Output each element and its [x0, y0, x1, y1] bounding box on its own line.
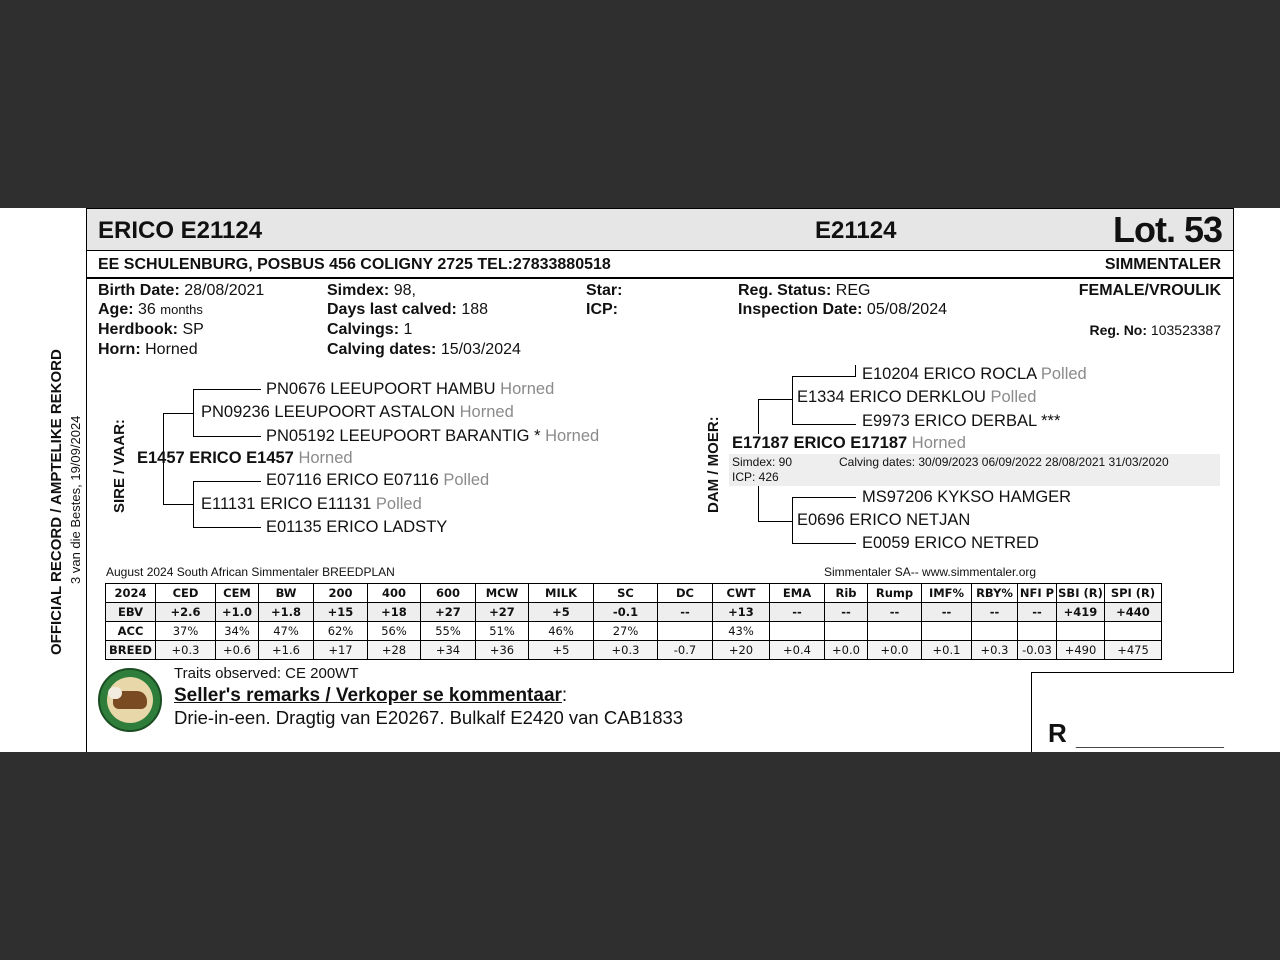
breed-label: SIMMENTALER: [1104, 256, 1221, 273]
breedplan-cell: +5: [529, 603, 594, 622]
breedplan-cell: [825, 622, 868, 641]
sale-date-label: 3 van die Bestes, 19/09/2024: [68, 415, 83, 584]
breedplan-cell: --: [825, 603, 868, 622]
horn-status: Horn: Horned: [98, 341, 198, 358]
breedplan-cell: +490: [1057, 641, 1105, 660]
breedplan-row-ebv: [106, 603, 1162, 622]
breedplan-cell: +1.6: [259, 641, 314, 660]
breedplan-cell: --: [1018, 603, 1057, 622]
breedplan-cell: [868, 622, 922, 641]
dam-sire-sire: E10204 ERICO ROCLA Polled: [862, 365, 1087, 383]
traits-observed: Traits observed: CE 200WT: [174, 665, 359, 682]
birth-date: Birth Date: 28/08/2021: [98, 282, 265, 299]
breedplan-cell: +5: [529, 641, 594, 660]
animal-name: ERICO E21124: [98, 217, 263, 244]
breedplan-table: [105, 583, 1162, 660]
breedplan-header-cell: 2024: [106, 584, 156, 603]
breedplan-cell: +0.6: [216, 641, 259, 660]
dam-dam-dam: E0059 ERICO NETRED: [862, 534, 1039, 552]
price-line[interactable]: ___________________: [1076, 732, 1224, 748]
icp-label: ICP:: [586, 301, 618, 318]
dam-simdex: Simdex: 90: [732, 455, 793, 469]
breedplan-cell: +0.3: [594, 641, 658, 660]
breedplan-header-cell: CED: [156, 584, 216, 603]
breedplan-cell: 37%: [156, 622, 216, 641]
breedplan-cell: --: [868, 603, 922, 622]
dam-sire-dam: E9973 ERICO DERBAL ***: [862, 412, 1061, 430]
dam-calving-dates: Calving dates: 30/09/2023 06/09/2022 28/08/2021 31/03/2020: [839, 455, 1169, 469]
official-record-label: OFFICIAL RECORD / AMPTELIKE REKORD: [48, 349, 65, 655]
breedplan-header-row: [106, 584, 1162, 603]
sire-dam-sire: E07116 ERICO E07116 Polled: [266, 471, 490, 489]
breedplan-cell: [1057, 622, 1105, 641]
breedplan-cell: 55%: [421, 622, 476, 641]
sire-sire-sire: PN0676 LEEUPOORT HAMBU Horned: [266, 380, 555, 398]
breedplan-cell: +1.8: [259, 603, 314, 622]
breedplan-cell: --: [770, 603, 825, 622]
breedplan-header-cell: CEM: [216, 584, 259, 603]
days-last-calved: Days last calved: 188: [327, 301, 489, 318]
breedplan-cell: [922, 622, 972, 641]
breedplan-row-label: EBV: [106, 603, 156, 622]
sex-label: FEMALE/VROULIK: [1078, 282, 1221, 299]
breedplan-cell: +28: [368, 641, 421, 660]
breedplan-cell: +17: [314, 641, 368, 660]
breedplan-header-cell: SBI (R): [1057, 584, 1105, 603]
breedplan-cell: +0.3: [156, 641, 216, 660]
breedplan-cell: --: [922, 603, 972, 622]
breedplan-cell: [972, 622, 1018, 641]
breedplan-cell: -0.7: [658, 641, 713, 660]
reg-number: Reg. No: 103523387: [1089, 322, 1221, 338]
breedplan-row-label: ACC: [106, 622, 156, 641]
breedplan-cell: +13: [713, 603, 770, 622]
breedplan-cell: --: [658, 603, 713, 622]
breedplan-cell: +27: [421, 603, 476, 622]
breedplan-cell: 47%: [259, 622, 314, 641]
sire-sire-dam: PN05192 LEEUPOORT BARANTIG * Horned: [266, 427, 600, 445]
breedplan-cell: 51%: [476, 622, 529, 641]
breedplan-cell: +36: [476, 641, 529, 660]
calving-dates: Calving dates: 15/03/2024: [327, 341, 521, 358]
sire: E1457 ERICO E1457 Horned: [137, 449, 353, 467]
breedplan-row-breed: [106, 641, 1162, 660]
breedplan-header-cell: 200: [314, 584, 368, 603]
breedplan-header-cell: 400: [368, 584, 421, 603]
breedplan-cell: +475: [1105, 641, 1162, 660]
sire-title: SIRE / VAAR:: [111, 419, 128, 513]
breedplan-cell: +440: [1105, 603, 1162, 622]
animal-id: E21124: [815, 217, 897, 244]
owner-address: EE SCHULENBURG, POSBUS 456 COLIGNY 2725 TEL:27833880518: [98, 256, 611, 273]
dam: E17187 ERICO E17187 Horned: [732, 434, 966, 452]
breedplan-cell: --: [972, 603, 1018, 622]
simdex: Simdex: 98,: [327, 282, 416, 299]
breedplan-cell: [1105, 622, 1162, 641]
breedplan-header-cell: BW: [259, 584, 314, 603]
sire-sire: PN09236 LEEUPOORT ASTALON Horned: [201, 403, 514, 421]
breedplan-header-cell: Rump: [868, 584, 922, 603]
breedplan-cell: [658, 622, 713, 641]
dam-title: DAM / MOER:: [705, 416, 722, 513]
breedplan-header-cell: SC: [594, 584, 658, 603]
breedplan-header-cell: NFI P: [1018, 584, 1057, 603]
breedplan-cell: -0.03: [1018, 641, 1057, 660]
star-label: Star:: [586, 282, 623, 299]
breedplan-header-cell: 600: [421, 584, 476, 603]
breedplan-header-cell: MILK: [529, 584, 594, 603]
simmentaler-seal-logo: [98, 668, 162, 732]
remarks-title: Seller's remarks / Verkoper se kommentaar:: [174, 685, 568, 706]
breedplan-cell: +2.6: [156, 603, 216, 622]
herdbook: Herdbook: SP: [98, 321, 204, 338]
breedplan-cell: +1.0: [216, 603, 259, 622]
reg-status: Reg. Status: REG: [738, 282, 871, 299]
dam-dam-sire: MS97206 KYKSO HAMGER: [862, 488, 1072, 506]
breedplan-cell: [1018, 622, 1057, 641]
dam-dam: E0696 ERICO NETJAN: [797, 511, 971, 529]
breedplan-cell: +34: [421, 641, 476, 660]
inspection-date: Inspection Date: 05/08/2024: [738, 301, 947, 318]
breedplan-cell: -0.1: [594, 603, 658, 622]
age: Age: 36 months: [98, 301, 203, 318]
seller-remarks: Drie-in-een. Dragtig van E20267. Bulkalf E2420 van CAB1833: [174, 707, 684, 728]
calvings: Calvings: 1: [327, 321, 413, 338]
breedplan-website: Simmentaler SA-- www.simmentaler.org: [824, 565, 1037, 579]
price-label: R: [1048, 718, 1067, 748]
breedplan-source: August 2024 South African Simmentaler BREEDPLAN: [106, 565, 395, 579]
breedplan-cell: +0.0: [825, 641, 868, 660]
breedplan-cell: +20: [713, 641, 770, 660]
breedplan-header-cell: IMF%: [922, 584, 972, 603]
breedplan-cell: +15: [314, 603, 368, 622]
breedplan-header-cell: EMA: [770, 584, 825, 603]
breedplan-cell: +0.4: [770, 641, 825, 660]
sire-dam-dam: E01135 ERICO LADSTY: [266, 518, 448, 536]
breedplan-cell: +419: [1057, 603, 1105, 622]
breedplan-cell: +0.1: [922, 641, 972, 660]
breedplan-cell: +0.0: [868, 641, 922, 660]
breedplan-cell: [770, 622, 825, 641]
breedplan-cell: 56%: [368, 622, 421, 641]
dam-icp: ICP: 426: [732, 470, 779, 484]
breedplan-row-label: BREED: [106, 641, 156, 660]
lot-card: [0, 208, 1280, 752]
dam-sire: E1334 ERICO DERKLOU Polled: [797, 388, 1037, 406]
breedplan-cell: +27: [476, 603, 529, 622]
sire-dam: E11131 ERICO E11131 Polled: [201, 495, 422, 513]
breedplan-cell: 62%: [314, 622, 368, 641]
breedplan-cell: +18: [368, 603, 421, 622]
breedplan-cell: +0.3: [972, 641, 1018, 660]
breedplan-header-cell: Rib: [825, 584, 868, 603]
breedplan-cell: 46%: [529, 622, 594, 641]
breedplan-cell: 43%: [713, 622, 770, 641]
breedplan-header-cell: MCW: [476, 584, 529, 603]
breedplan-header-cell: SPI (R): [1105, 584, 1162, 603]
lot-number: Lot. 53: [1112, 209, 1222, 250]
breedplan-header-cell: DC: [658, 584, 713, 603]
breedplan-cell: 27%: [594, 622, 658, 641]
breedplan-header-cell: CWT: [713, 584, 770, 603]
breedplan-header-cell: RBY%: [972, 584, 1018, 603]
breedplan-row-acc: [106, 622, 1162, 641]
breedplan-cell: 34%: [216, 622, 259, 641]
